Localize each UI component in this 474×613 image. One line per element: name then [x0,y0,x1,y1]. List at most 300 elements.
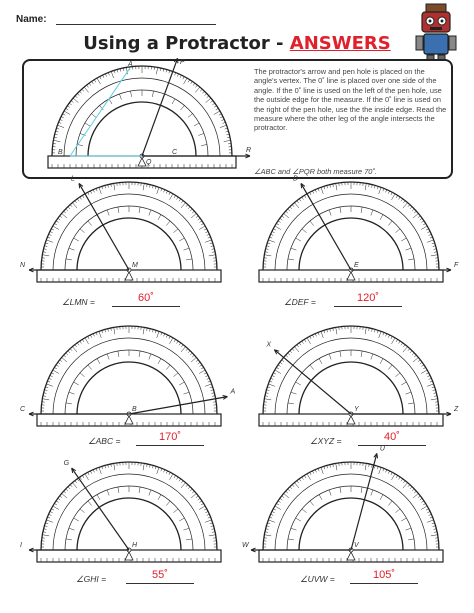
protractor-tick [200,89,202,91]
protractor-tick [201,503,204,505]
protractor-arc [53,338,205,414]
protractor-tick [399,341,401,343]
protractor-tick [310,192,311,195]
protractor-tick [199,226,205,230]
protractor-inner-tick [388,501,392,506]
protractor-tick [391,336,392,339]
protractor-tick [286,355,288,357]
protractor-tick [143,183,144,190]
protractor-tick [56,501,58,503]
protractor-inner-tick [66,259,72,260]
protractor-inner-tick [66,403,72,404]
protractor-tick [403,203,407,208]
protractor-inner-tick [173,509,178,513]
protractor-inner-tick [109,99,112,104]
protractor-tick [191,357,196,361]
protractor-tick [336,183,337,190]
protractor-tick [70,349,72,351]
protractor-tick [321,467,323,474]
answer-line-p2[interactable] [334,306,402,307]
answer-value-p1: 60˚ [138,292,154,304]
protractor-inner-tick [340,487,341,493]
protractor-arc [88,102,196,156]
protractor-tick [336,327,337,334]
protractor-tick [396,339,398,342]
protractor-inner-tick [139,351,140,357]
protractor [48,66,236,168]
protractor-tick [143,463,144,470]
protractor-arc [263,182,439,270]
protractor-tick [284,213,289,217]
protractor-tick [54,503,57,505]
protractor-inner-tick [107,210,109,216]
angle-ray [142,58,178,156]
protractor-tick [188,351,190,353]
protractor-inner-tick [296,382,301,385]
protractor-inner-tick [380,215,383,220]
point-label-vertex: Y [354,406,359,413]
protractor-tick [365,463,366,470]
protractor-tick [264,535,271,536]
angle-ray [129,397,227,414]
protractor-tick [177,197,179,199]
protractor-tick [99,467,101,474]
protractor-tick [304,339,306,342]
protractor-tick [199,501,201,503]
protractor-tick [66,209,68,211]
protractor-tick [54,223,57,225]
protractor-inner-tick [302,229,307,233]
protractor-inner-tick [388,365,392,370]
protractor-tick [412,489,414,491]
protractor-tick [280,498,282,500]
protractor-tick [273,509,276,510]
protractor-tick [143,327,144,334]
protractor-tick [75,481,77,483]
protractor-tick [427,520,434,522]
protractor-arc [275,338,427,414]
protractor-tick [62,213,67,217]
protractor-tick [42,399,49,400]
protractor-tick [268,520,275,522]
protractor-tick [431,535,438,536]
protractor-tick [111,71,113,78]
protractor-tick [181,345,183,347]
protractor-tick [77,343,79,345]
protractor-inner-tick [408,403,414,404]
protractor [37,326,221,426]
protractor-tick [412,209,414,211]
protractor-tick [310,472,311,475]
protractor-tick [204,373,207,374]
protractor-tick [391,472,392,475]
point-label-leg: A [230,388,236,396]
protractor-tick [186,205,188,207]
example-instructions: The protractor's arrow and pen hole is placed on the angle's vertex. The 0˚ line is placed over one side of the angle. If the 0˚ line is used on the left of the pen hole, use the outside edge for the measure. If the 0˚ line is used on the right of the pen hole, use the the inside edge. Read the measure where the other leg of the angle intersects the protractor. [254,67,447,133]
protractor-tick [201,223,204,225]
point-label-vertex: H [132,542,138,549]
protractor-arc [263,326,439,414]
protractor-arc [299,362,403,414]
protractor-tick [170,338,174,344]
protractor-inner-tick [288,539,294,540]
protractor-inner-tick [91,114,96,118]
protractor-tick [205,240,212,242]
protractor-tick [284,493,289,497]
protractor-tick [282,216,284,218]
protractor-tick [421,226,427,230]
point-label-base: I [20,542,22,549]
protractor-tick [426,509,429,510]
protractor-tick [427,240,434,242]
protractor-tick [42,255,49,256]
protractor-arc [287,350,415,414]
protractor-inner-tick [88,221,92,226]
answer-line-p3[interactable] [136,445,204,446]
protractor-tick [299,199,301,201]
protractor-tick [273,373,276,374]
protractor-tick [99,331,101,338]
title-main: Using a Protractor [83,33,270,54]
protractor-inner-tick [107,354,109,360]
protractor-tick [184,78,188,84]
protractor [259,326,443,426]
protractor-tick [198,498,200,500]
protractor-p1 [20,175,234,286]
protractor-inner-tick [80,509,85,513]
protractor-tick [75,345,77,347]
protractor-tick [166,191,167,194]
protractor-tick [403,481,405,483]
protractor-inner-tick [166,501,170,506]
protractor-tick [418,496,420,498]
protractor-tick [156,67,157,74]
protractor-tick [62,493,67,497]
protractor-inner-tick [66,539,72,540]
protractor-tick [169,472,170,475]
protractor-inner-tick [118,351,119,357]
protractor-tick [401,479,403,481]
protractor-tick [64,111,70,115]
protractor-p5 [20,460,234,566]
protractor-tick [54,367,57,369]
angle-ray [301,183,351,270]
page-title [0,33,474,54]
protractor-tick [379,187,381,194]
protractor-tick [192,491,194,493]
angle-ray [79,183,129,270]
protractor-arc [299,218,403,270]
answer-line-p6[interactable] [350,583,418,584]
protractor-inner-tick [179,382,184,385]
protractor-tick [70,205,72,207]
protractor-tick [286,211,288,213]
protractor-inner-tick [158,215,161,220]
example-ray-ba [70,68,130,156]
protractor-tick [205,93,207,95]
protractor-tick [85,474,89,480]
angle-ray [351,453,377,550]
protractor-tick [53,226,59,230]
protractor-inner-tick [107,490,109,496]
answer-value-p5: 55˚ [152,569,168,581]
protractor-inner-tick [172,99,175,104]
protractor-tick [67,106,69,108]
protractor-tick [220,117,223,118]
protractor-inner-tick [388,221,392,226]
protractor-tick [192,355,194,357]
protractor-tick [280,362,282,364]
point-label-q: Q [146,159,152,166]
protractor-tick [310,336,311,339]
protractor-tick [224,140,231,141]
protractor-tick [60,216,62,218]
protractor-tick [66,489,68,491]
protractor-tick [299,479,301,481]
protractor-tick [66,108,69,110]
protractor-tick [190,489,192,491]
protractor-tick [312,471,313,474]
protractor-tick [294,483,298,488]
protractor-inner-tick [401,238,406,241]
protractor-tick [166,335,167,338]
protractor-tick [53,140,60,141]
protractor-tick [286,491,288,493]
protractor-tick [57,125,64,127]
protractor-inner-tick [158,495,161,500]
answer-line-p1[interactable] [112,306,180,307]
protractor-tick [410,487,412,489]
protractor-tick [58,218,60,220]
protractor-inner-tick [310,365,314,370]
point-label-leg: U [379,445,385,453]
protractor-tick [201,367,204,369]
protractor-inner-tick [310,501,314,506]
protractor-tick [114,463,115,470]
protractor-tick [82,195,84,198]
protractor-tick [58,498,60,500]
protractor-tick [414,211,416,213]
protractor-tick [403,483,407,488]
protractor-inner-tick [181,105,185,110]
protractor-tick [68,351,70,353]
protractor-inner-tick [408,259,414,260]
protractor-tick [82,475,84,478]
protractor-tick [68,487,70,489]
protractor-inner-tick [329,354,331,360]
protractor-inner-tick [179,518,184,521]
protractor-tick [420,498,422,500]
protractor-tick [60,360,62,362]
protractor-tick [272,231,275,232]
protractor-inner-tick [186,539,192,540]
protractor-diagram [30,59,252,168]
title-sep: - [269,33,290,54]
name-line[interactable] [56,24,216,25]
protractor-tick [69,103,71,105]
protractor-tick [420,218,422,220]
protractor-tick [174,475,176,478]
protractor-tick [290,487,292,489]
protractor-tick [427,375,430,376]
protractor-tick [80,197,82,199]
protractor-tick [64,355,66,357]
protractor-tick [312,335,313,338]
example-answer: ∠ABC and ∠PQR both measure 70˚. [254,167,377,176]
protractor-tick [198,218,200,220]
protractor-tick [63,114,66,115]
protractor-tick [114,327,115,334]
protractor-tick [214,106,216,108]
answer-value-p3: 170˚ [158,431,182,443]
protractor-inner-tick [69,248,75,250]
protractor-tick [214,111,220,115]
protractor-inner-tick [380,495,383,500]
protractor-tick [299,343,301,345]
point-label-leg: L [71,175,75,183]
protractor-tick [75,96,77,98]
protractor-arc [53,194,205,270]
point-label-base: F [454,262,459,269]
protractor-inner-tick [406,248,412,250]
protractor-tick [307,474,311,480]
answer-line-p5[interactable] [126,583,194,584]
protractor-tick [84,87,88,92]
protractor-tick [53,506,59,510]
protractor-tick [294,347,298,352]
protractor-tick [399,197,401,199]
protractor-tick [321,331,323,338]
protractor-tick [388,335,389,338]
protractor-tick [188,80,190,83]
protractor-inner-tick [118,207,119,213]
protractor-tick [157,467,159,474]
protractor-p3 [20,330,236,430]
protractor-arc [41,326,217,414]
protractor-inner-tick [395,373,400,377]
protractor-tick [392,338,396,344]
protractor-tick [379,331,381,338]
protractor-inner-tick [361,487,362,493]
protractor-p4 [246,330,459,430]
protractor-tick [418,216,420,218]
protractor-inner-tick [340,351,341,357]
protractor-arc [77,362,181,414]
point-label-base: Z [454,406,459,413]
protractor-inner-tick [408,539,414,540]
protractor-arc [275,194,427,270]
protractor-tick [64,211,66,213]
protractor-tick [179,199,181,201]
protractor-tick [275,506,281,510]
point-label-p: P [180,59,185,66]
answer-value-p4: 40˚ [384,431,400,443]
protractor-diagram [246,175,459,286]
protractor-tick [388,471,389,474]
protractor-tick [196,85,198,87]
protractor-tick [88,336,89,339]
protractor-tick [410,207,412,209]
protractor-tick [414,355,416,357]
protractor [259,462,443,562]
protractor-tick [297,481,299,483]
protractor-tick [186,349,188,351]
protractor-tick [275,226,281,230]
protractor-tick [268,240,275,242]
protractor-inner-tick [184,528,190,530]
protractor-inner-tick [74,238,79,241]
protractor-inner-tick [395,509,400,513]
protractor-tick [204,229,207,230]
protractor-tick [181,483,185,488]
answer-value-p2: 120˚ [356,292,380,304]
point-label-b: B [58,149,63,156]
protractor-tick [170,194,174,200]
protractor-inner-tick [69,528,75,530]
protractor-tick [205,520,212,522]
protractor-arc [41,182,217,270]
protractor-tick [264,399,271,400]
protractor-tick [188,207,190,209]
protractor-tick [188,487,190,489]
protractor-tick [297,201,299,203]
protractor-tick [426,229,429,230]
protractor-arc [65,350,193,414]
protractor-tick [403,347,407,352]
protractor-tick [292,485,294,487]
protractor-tick [205,511,208,512]
protractor-tick [219,114,222,115]
protractor-diagram [20,330,236,430]
protractor-inner-tick [319,495,322,500]
name-label: Name: [16,14,47,25]
protractor-arc [275,474,427,550]
protractor-inner-tick [361,351,362,357]
protractor-inner-tick [149,210,151,216]
protractor-tick [396,195,398,198]
protractor-inner-tick [184,392,190,394]
point-label-leg: D [293,175,299,183]
protractor-tick [58,362,60,364]
protractor-inner-tick [380,359,383,364]
protractor-tick [70,485,72,487]
protractor-tick [157,331,159,338]
protractor-tick [51,373,54,374]
protractor-tick [399,477,401,479]
protractor [37,182,221,282]
protractor-inner-tick [69,392,75,394]
protractor-tick [391,192,392,195]
protractor-tick [205,384,212,386]
protractor-tick [414,491,416,493]
protractor-tick [423,223,426,225]
protractor-tick [64,491,66,493]
protractor-tick [196,360,198,362]
protractor-tick [304,475,306,478]
protractor-tick [177,477,179,479]
protractor-inner-tick [302,509,307,513]
protractor-inner-tick [186,259,192,260]
protractor-tick [264,255,271,256]
protractor-tick [365,183,366,190]
protractor-tick [211,101,213,103]
answer-line-p4[interactable] [358,445,426,446]
protractor-inner-tick [201,145,207,146]
protractor-tick [181,201,183,203]
protractor-tick [193,83,195,85]
protractor-inner-tick [97,495,100,500]
protractor-tick [50,511,53,512]
